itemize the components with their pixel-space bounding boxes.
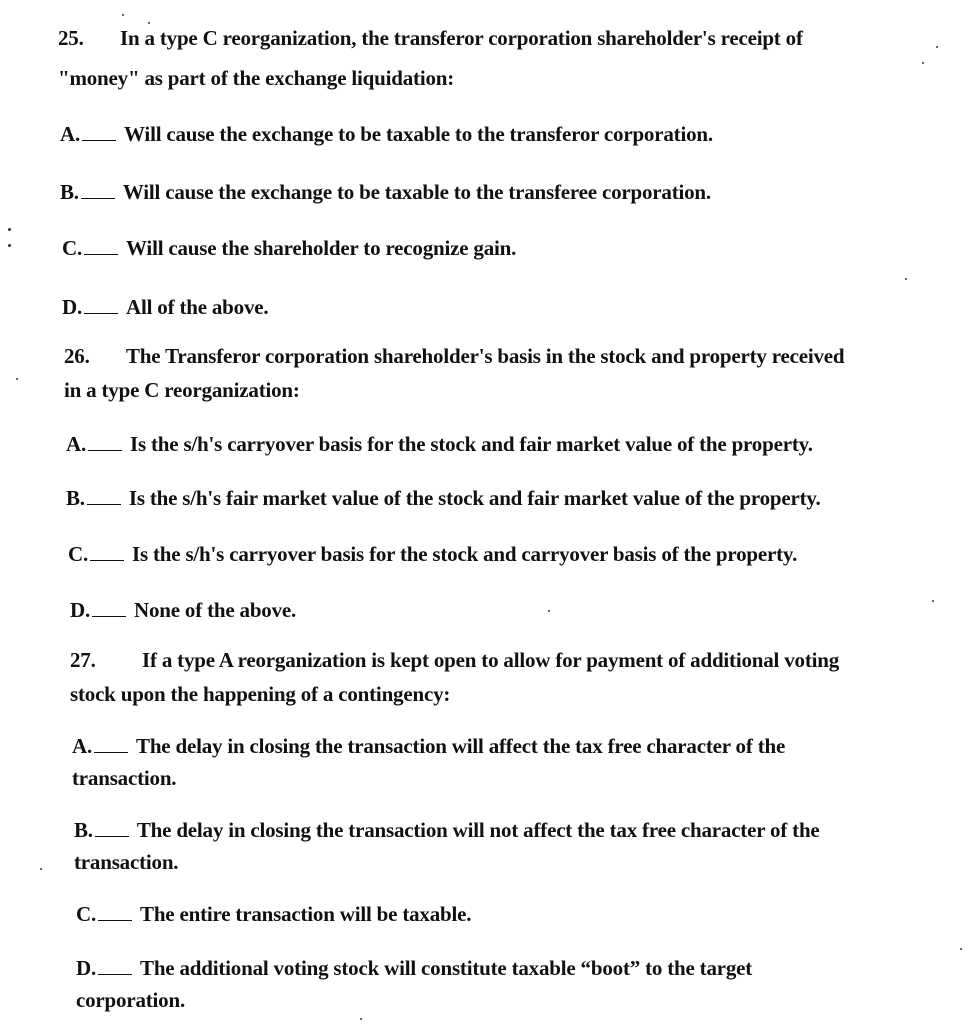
scan-speck [922,62,924,64]
question-27-option-a [72,734,785,758]
scan-speck [8,228,11,231]
option-text: Is the s/h's carryover basis for the stock and carryover basis of the property. [132,542,798,566]
option-letter: A. [66,432,87,456]
option-text: Will cause the shareholder to recognize gain. [126,236,517,260]
question-number: 26. [64,344,90,368]
question-26-stem-line-2: in a type C reorganization: [64,378,300,402]
scan-speck [360,1018,362,1020]
option-letter: B. [60,180,79,204]
question-25-option-a [60,122,713,146]
scan-speck [8,244,11,247]
scan-speck [16,378,18,380]
answer-blank[interactable] [87,488,121,505]
question-stem: In a type C reorganization, the transferor corporation shareholder's receipt of [120,26,803,50]
option-letter: B. [74,818,93,842]
option-text: The delay in closing the transaction will affect the tax free character of the [136,734,786,758]
question-27-option-b-continuation: transaction. [74,850,179,874]
question-25-option-d [62,295,268,319]
answer-blank[interactable] [95,820,129,837]
scan-speck [960,948,962,950]
question-26-option-c [68,542,797,566]
answer-blank[interactable] [92,600,126,617]
question-27-option-d-continuation: corporation. [76,988,185,1012]
answer-blank[interactable] [84,297,118,314]
option-text: Will cause the exchange to be taxable to the transferee corporation. [122,180,711,204]
scan-speck [905,278,907,280]
question-number: 25. [58,26,84,50]
question-stem: The Transferor corporation shareholder's basis in the stock and property received [126,344,845,368]
answer-blank[interactable] [88,434,122,451]
question-25-option-c [62,236,516,260]
question-27-option-c [76,902,471,926]
option-letter: B. [66,486,85,510]
answer-blank[interactable] [98,958,132,975]
question-25-stem-line-2: "money" as part of the exchange liquidation: [58,66,455,90]
question-25-option-b [60,180,711,204]
option-text: None of the above. [134,598,297,622]
option-letter: D. [76,956,97,980]
question-26-option-a [66,432,813,456]
question-27-option-d [76,956,752,980]
scan-speck [122,14,124,16]
option-letter: A. [72,734,93,758]
option-text: The delay in closing the transaction will not affect the tax free character of the [136,818,820,842]
option-text: Will cause the exchange to be taxable to the transferor corporation. [124,122,713,146]
option-text: The additional voting stock will constitute taxable “boot” to the target [140,956,753,980]
scan-speck [936,46,938,48]
question-26-option-d [70,598,296,622]
question-25-stem-line-1 [58,26,803,50]
option-text: Is the s/h's fair market value of the stock and fair market value of the property. [128,486,821,510]
answer-blank[interactable] [81,182,115,199]
option-text: Is the s/h's carryover basis for the stock and fair market value of the property. [130,432,813,456]
question-stem: If a type A reorganization is kept open to allow for payment of additional voting [142,648,840,672]
option-letter: C. [68,542,89,566]
option-letter: C. [62,236,83,260]
option-letter: D. [62,295,83,319]
answer-blank[interactable] [98,904,132,921]
scan-speck [548,610,550,612]
option-letter: C. [76,902,97,926]
question-27-stem-line-2: stock upon the happening of a contingency: [70,682,451,706]
scan-speck [40,868,42,870]
answer-blank[interactable] [82,124,116,141]
question-27-option-b [74,818,820,842]
question-26-stem-line-1 [64,344,844,368]
scan-speck [148,22,150,24]
option-text: The entire transaction will be taxable. [140,902,472,926]
answer-blank[interactable] [94,736,128,753]
option-letter: D. [70,598,91,622]
question-number: 27. [70,648,96,672]
question-27-stem-line-1 [70,648,839,672]
answer-blank[interactable] [90,544,124,561]
option-letter: A. [60,122,81,146]
answer-blank[interactable] [84,238,118,255]
option-text: All of the above. [126,295,269,319]
scan-speck [932,600,934,602]
question-27-option-a-continuation: transaction. [72,766,177,790]
question-26-option-b [66,486,821,510]
